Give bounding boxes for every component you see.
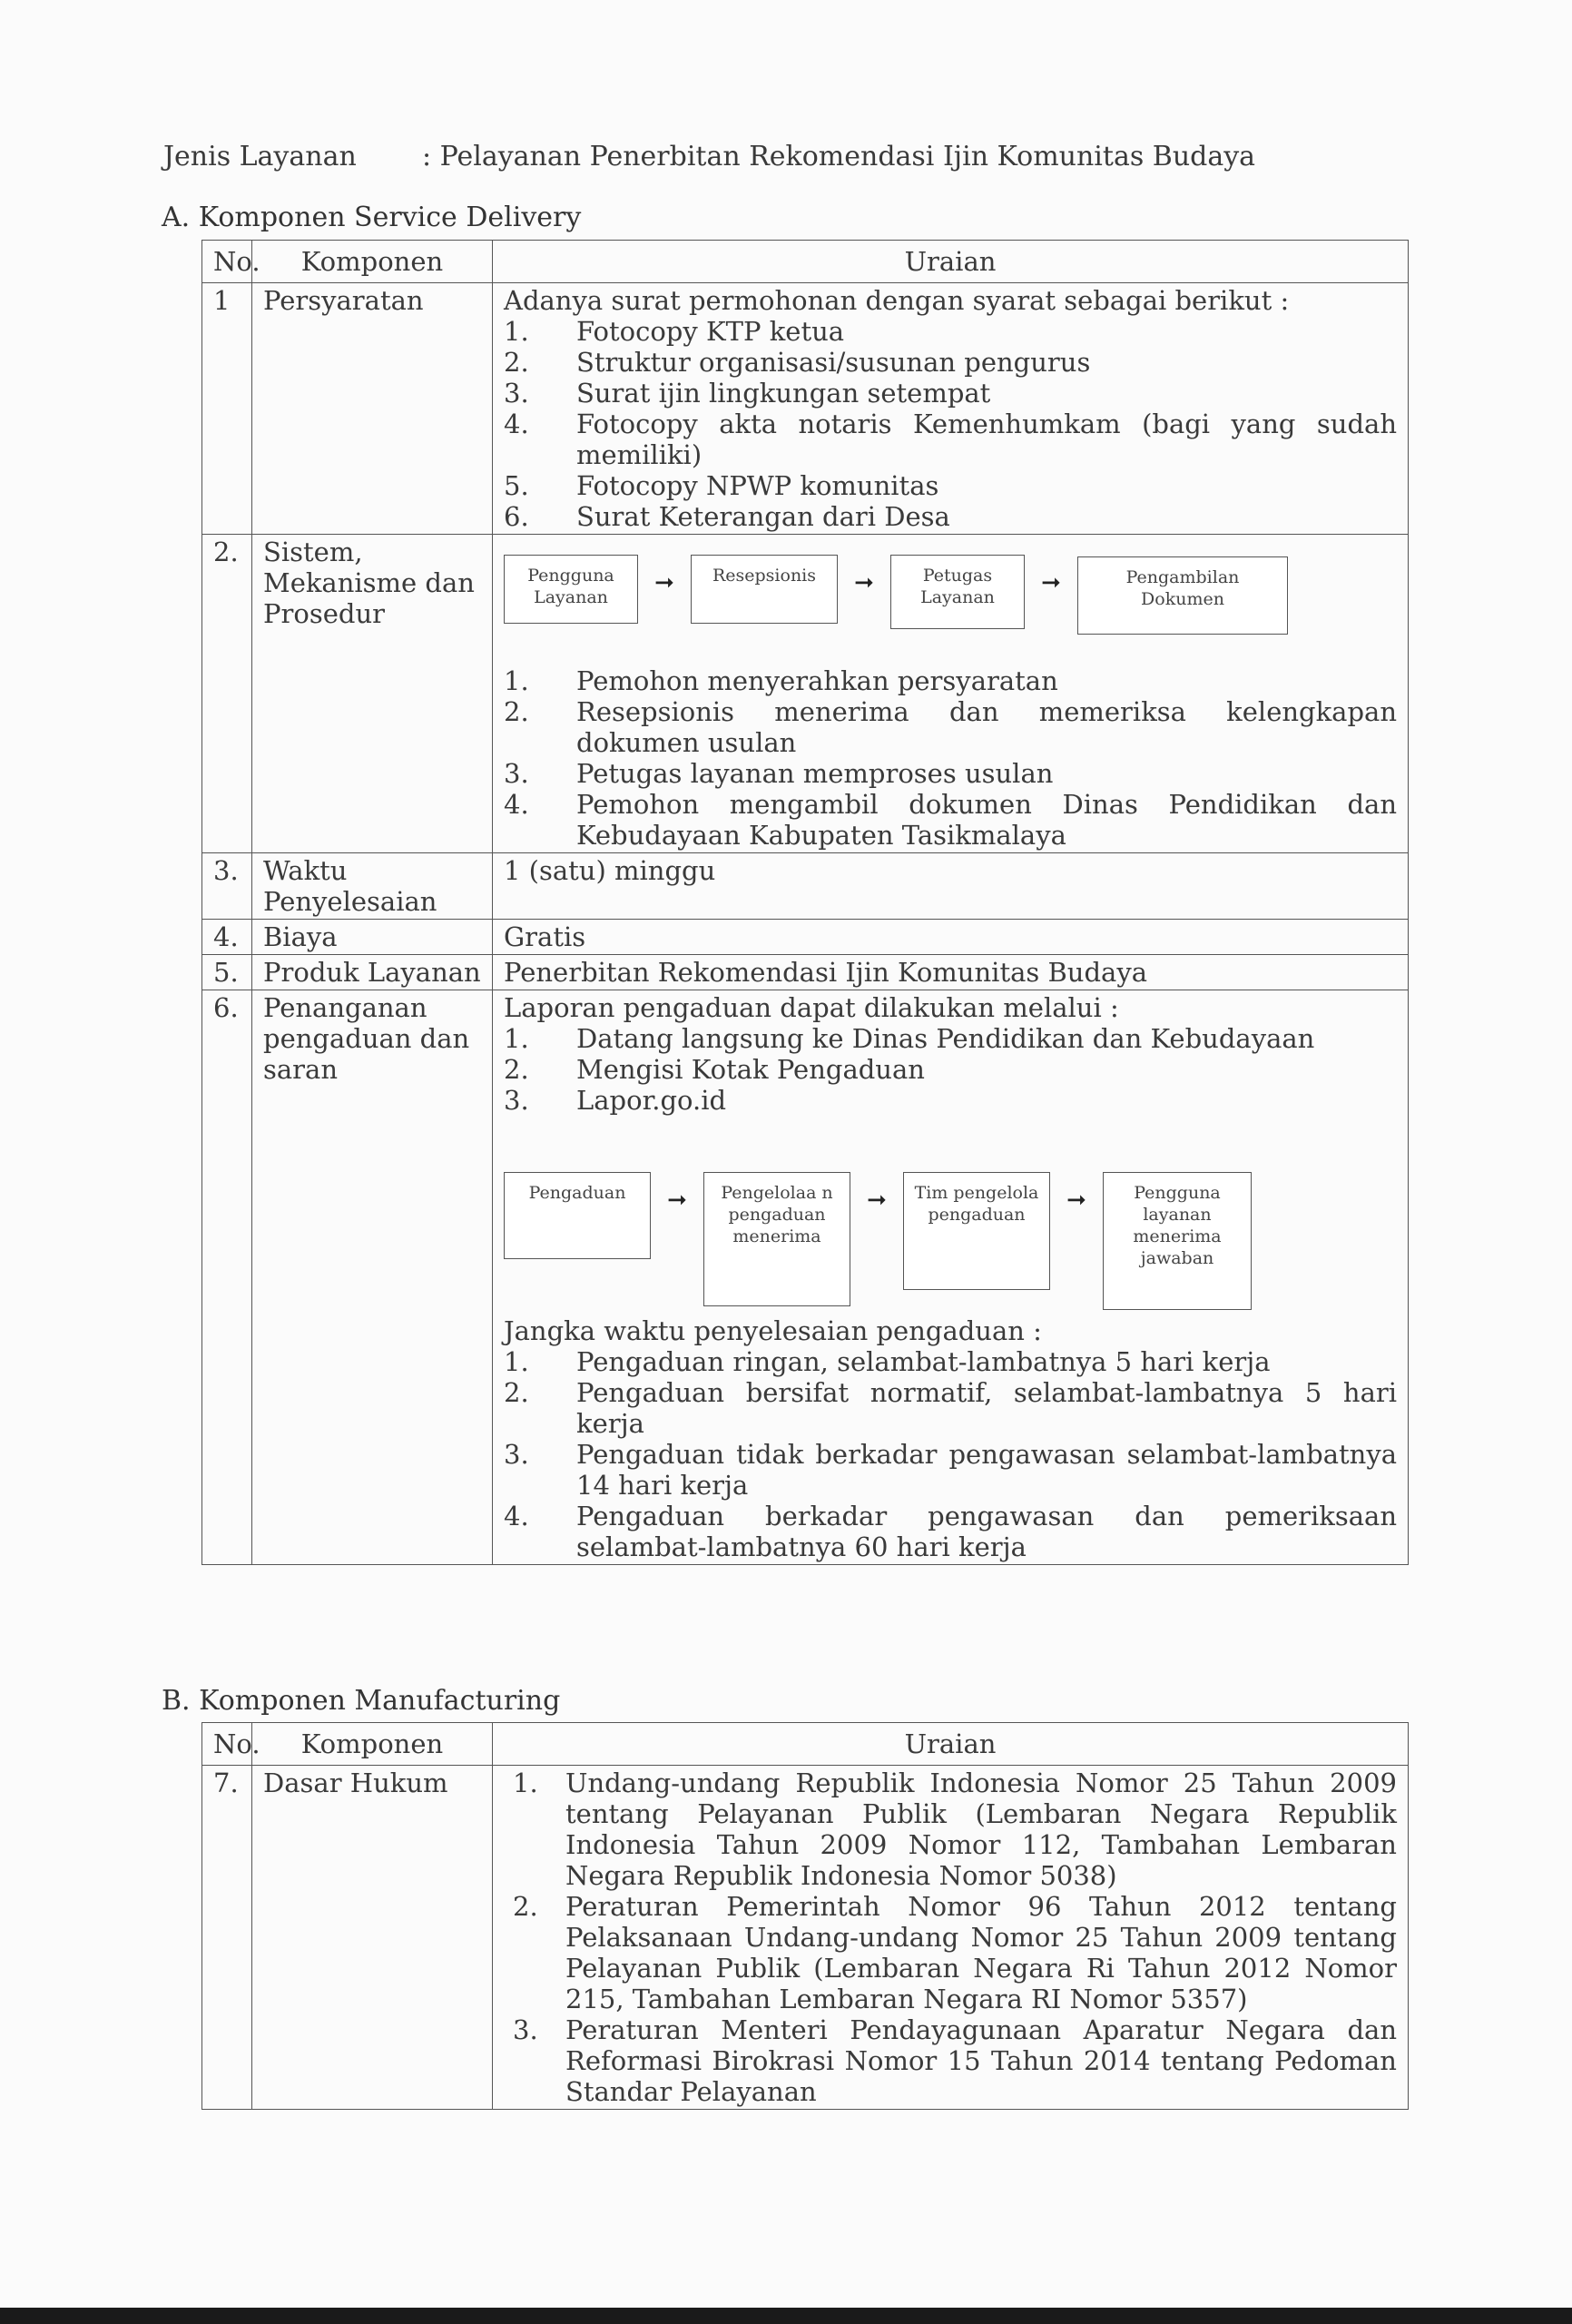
service-type-label: Jenis Layanan bbox=[163, 141, 357, 172]
list-item bbox=[504, 696, 1397, 758]
arrow-right-icon: ➞ bbox=[867, 1187, 887, 1214]
row-uraian bbox=[493, 990, 1409, 1565]
list-marker: 1. bbox=[513, 1768, 538, 1798]
list-item bbox=[504, 347, 1397, 378]
table-row bbox=[202, 283, 1409, 535]
list-item-text: Lapor.go.id bbox=[576, 1085, 727, 1116]
list-item-text: Peraturan Menteri Pendayagunaan Aparatur Negara dan Reformasi Birokrasi Nomor 15 Tahun 2014 tentang Pedoman Standar Pelayanan bbox=[565, 2014, 1397, 2107]
list-item-text: Fotocopy KTP ketua bbox=[576, 316, 845, 347]
list-item-text: Pengaduan tidak berkadar pengawasan selambat-lambatnya 14 hari kerja bbox=[576, 1439, 1397, 1501]
flow-box-pengelola-pengaduan: Pengelolaa n pengaduan menerima bbox=[703, 1172, 850, 1306]
list-item-text: Pengaduan ringan, selambat-lambatnya 5 hari kerja bbox=[576, 1346, 1271, 1377]
row-uraian bbox=[493, 283, 1409, 535]
row-no: 5. bbox=[202, 955, 252, 990]
resolution-time-list bbox=[504, 1346, 1397, 1562]
list-item bbox=[504, 1377, 1397, 1439]
scan-edge-bar bbox=[0, 2308, 1572, 2324]
list-marker: 1. bbox=[504, 665, 529, 696]
list-item bbox=[504, 665, 1397, 696]
table-row bbox=[202, 853, 1409, 920]
complaint-intro: Laporan pengaduan dapat dilakukan melalui : bbox=[504, 992, 1119, 1023]
list-item bbox=[504, 789, 1397, 851]
list-item-text: Undang-undang Republik Indonesia Nomor 25 Tahun 2009 tentang Pelayanan Publik (Lembaran Negara Republik Indonesia Tahun 2009 Nomor 112, Tambahan Lembaran Negara Republik Indonesia Nomor 5038) bbox=[565, 1768, 1397, 1891]
list-item-text: Mengisi Kotak Pengaduan bbox=[576, 1054, 925, 1085]
list-marker: 2. bbox=[504, 347, 529, 378]
col-header-no: No. bbox=[202, 241, 252, 283]
row-no: 1 bbox=[202, 283, 252, 535]
list-item-text: Datang langsung ke Dinas Pendidikan dan Kebudayaan bbox=[576, 1023, 1315, 1054]
flow-box-resepsionis: Resepsionis bbox=[691, 555, 838, 624]
complaint-flow-diagram bbox=[504, 1172, 1397, 1310]
row-uraian: Gratis bbox=[493, 920, 1409, 955]
row-no: 2. bbox=[202, 535, 252, 853]
list-item bbox=[504, 1439, 1397, 1501]
section-a-title: A. Komponen Service Delivery bbox=[162, 202, 582, 233]
table-row bbox=[202, 920, 1409, 955]
list-item-text: Fotocopy akta notaris Kemenhumkam (bagi yang sudah memiliki) bbox=[576, 409, 1397, 470]
list-item bbox=[504, 1054, 1397, 1085]
list-marker: 2. bbox=[513, 1891, 538, 1922]
flow-box-pengaduan: Pengaduan bbox=[504, 1172, 651, 1259]
list-item-text: Surat ijin lingkungan setempat bbox=[576, 378, 991, 409]
list-marker: 2. bbox=[504, 696, 529, 727]
list-item bbox=[504, 1891, 1397, 2014]
row-komponen: Biaya bbox=[252, 920, 493, 955]
row-no: 3. bbox=[202, 853, 252, 920]
row-uraian bbox=[493, 535, 1409, 853]
complaint-channel-list bbox=[504, 1023, 1397, 1116]
flow-box-petugas-layanan: Petugas Layanan bbox=[890, 555, 1025, 629]
list-marker: 3. bbox=[504, 1085, 529, 1116]
row-komponen: Penanganan pengaduan dan saran bbox=[252, 990, 493, 1565]
flow-box-tim-pengelola: Tim pengelola pengaduan bbox=[903, 1172, 1050, 1290]
manufacturing-table bbox=[201, 1722, 1409, 2110]
flow-box-pengguna-layanan: Pengguna Layanan bbox=[504, 555, 638, 624]
row-komponen: Dasar Hukum bbox=[252, 1766, 493, 2110]
list-item bbox=[504, 2014, 1397, 2107]
arrow-right-icon: ➞ bbox=[854, 569, 874, 596]
requirements-list bbox=[504, 316, 1397, 532]
requirements-intro: Adanya surat permohonan dengan syarat sebagai berikut : bbox=[504, 285, 1290, 316]
row-komponen: Waktu Penyelesaian bbox=[252, 853, 493, 920]
list-marker: 3. bbox=[504, 758, 529, 789]
row-no: 6. bbox=[202, 990, 252, 1565]
list-item bbox=[504, 501, 1397, 532]
list-marker: 4. bbox=[504, 1501, 529, 1531]
table-row bbox=[202, 990, 1409, 1565]
arrow-right-icon: ➞ bbox=[654, 569, 674, 596]
list-item-text: Fotocopy NPWP komunitas bbox=[576, 470, 939, 501]
list-item bbox=[504, 758, 1397, 789]
list-item bbox=[504, 1768, 1397, 1891]
service-delivery-table bbox=[201, 240, 1409, 1565]
list-marker: 4. bbox=[504, 409, 529, 439]
row-uraian: Penerbitan Rekomendasi Ijin Komunitas Budaya bbox=[493, 955, 1409, 990]
col-header-no: No. bbox=[202, 1723, 252, 1766]
list-marker: 2. bbox=[504, 1377, 529, 1408]
service-type-value: : Pelayanan Penerbitan Rekomendasi Ijin Komunitas Budaya bbox=[422, 141, 1256, 172]
table-header-row bbox=[202, 1723, 1409, 1766]
list-item-text: Pengaduan bersifat normatif, selambat-lambatnya 5 hari kerja bbox=[576, 1377, 1397, 1439]
row-uraian: 1 (satu) minggu bbox=[493, 853, 1409, 920]
list-marker: 3. bbox=[513, 2014, 538, 2045]
list-item-text: Pemohon menyerahkan persyaratan bbox=[576, 665, 1058, 696]
legal-basis-list bbox=[504, 1768, 1397, 2107]
arrow-right-icon: ➞ bbox=[667, 1187, 687, 1214]
col-header-uraian: Uraian bbox=[493, 241, 1409, 283]
list-marker: 3. bbox=[504, 378, 529, 409]
col-header-komponen: Komponen bbox=[252, 241, 493, 283]
col-header-komponen: Komponen bbox=[252, 1723, 493, 1766]
service-type-line bbox=[163, 141, 1255, 172]
list-marker: 1. bbox=[504, 1023, 529, 1054]
arrow-right-icon: ➞ bbox=[1066, 1187, 1086, 1214]
arrow-right-icon: ➞ bbox=[1041, 569, 1061, 596]
list-item bbox=[504, 409, 1397, 470]
table-row bbox=[202, 1766, 1409, 2110]
list-item bbox=[504, 1346, 1397, 1377]
list-item bbox=[504, 316, 1397, 347]
table-header-row bbox=[202, 241, 1409, 283]
list-marker: 4. bbox=[504, 789, 529, 820]
list-item-text: Surat Keterangan dari Desa bbox=[576, 501, 950, 532]
list-marker: 2. bbox=[504, 1054, 529, 1085]
list-item-text: Pengaduan berkadar pengawasan dan pemeriksaan selambat-lambatnya 60 hari kerja bbox=[576, 1501, 1397, 1562]
list-item-text: Resepsionis menerima dan memeriksa kelengkapan dokumen usulan bbox=[576, 696, 1397, 758]
list-item bbox=[504, 1023, 1397, 1054]
list-item bbox=[504, 1501, 1397, 1562]
list-marker: 6. bbox=[504, 501, 529, 532]
resolution-time-intro: Jangka waktu penyelesaian pengaduan : bbox=[504, 1315, 1042, 1346]
row-komponen: Persyaratan bbox=[252, 283, 493, 535]
list-item-text: Peraturan Pemerintah Nomor 96 Tahun 2012 tentang Pelaksanaan Undang-undang Nomor 25 Tahun 2009 tentang Pelayanan Publik (Lembaran Negara Ri Tahun 2012 Nomor 215, Tambahan Lembaran Negara RI Nomor 5357) bbox=[565, 1891, 1397, 2014]
section-b-title: B. Komponen Manufacturing bbox=[162, 1685, 561, 1717]
list-marker: 3. bbox=[504, 1439, 529, 1470]
list-item bbox=[504, 470, 1397, 501]
table-row bbox=[202, 955, 1409, 990]
row-no: 4. bbox=[202, 920, 252, 955]
list-item-text: Petugas layanan memproses usulan bbox=[576, 758, 1054, 789]
list-item-text: Pemohon mengambil dokumen Dinas Pendidikan dan Kebudayaan Kabupaten Tasikmalaya bbox=[576, 789, 1397, 851]
row-no: 7. bbox=[202, 1766, 252, 2110]
list-marker: 5. bbox=[504, 470, 529, 501]
list-item-text: Struktur organisasi/susunan pengurus bbox=[576, 347, 1091, 378]
list-item bbox=[504, 378, 1397, 409]
list-marker: 1. bbox=[504, 316, 529, 347]
list-marker: 1. bbox=[504, 1346, 529, 1377]
procedure-flow-diagram bbox=[504, 555, 1397, 635]
list-item bbox=[504, 1085, 1397, 1116]
procedure-list bbox=[504, 665, 1397, 851]
flow-box-pengambilan-dokumen: Pengambilan Dokumen bbox=[1077, 556, 1288, 635]
row-komponen: Produk Layanan bbox=[252, 955, 493, 990]
row-uraian bbox=[493, 1766, 1409, 2110]
flow-box-pengguna-menerima-jawaban: Pengguna layanan menerima jawaban bbox=[1103, 1172, 1252, 1310]
row-komponen: Sistem, Mekanisme dan Prosedur bbox=[252, 535, 493, 853]
col-header-uraian: Uraian bbox=[493, 1723, 1409, 1766]
table-row bbox=[202, 535, 1409, 853]
